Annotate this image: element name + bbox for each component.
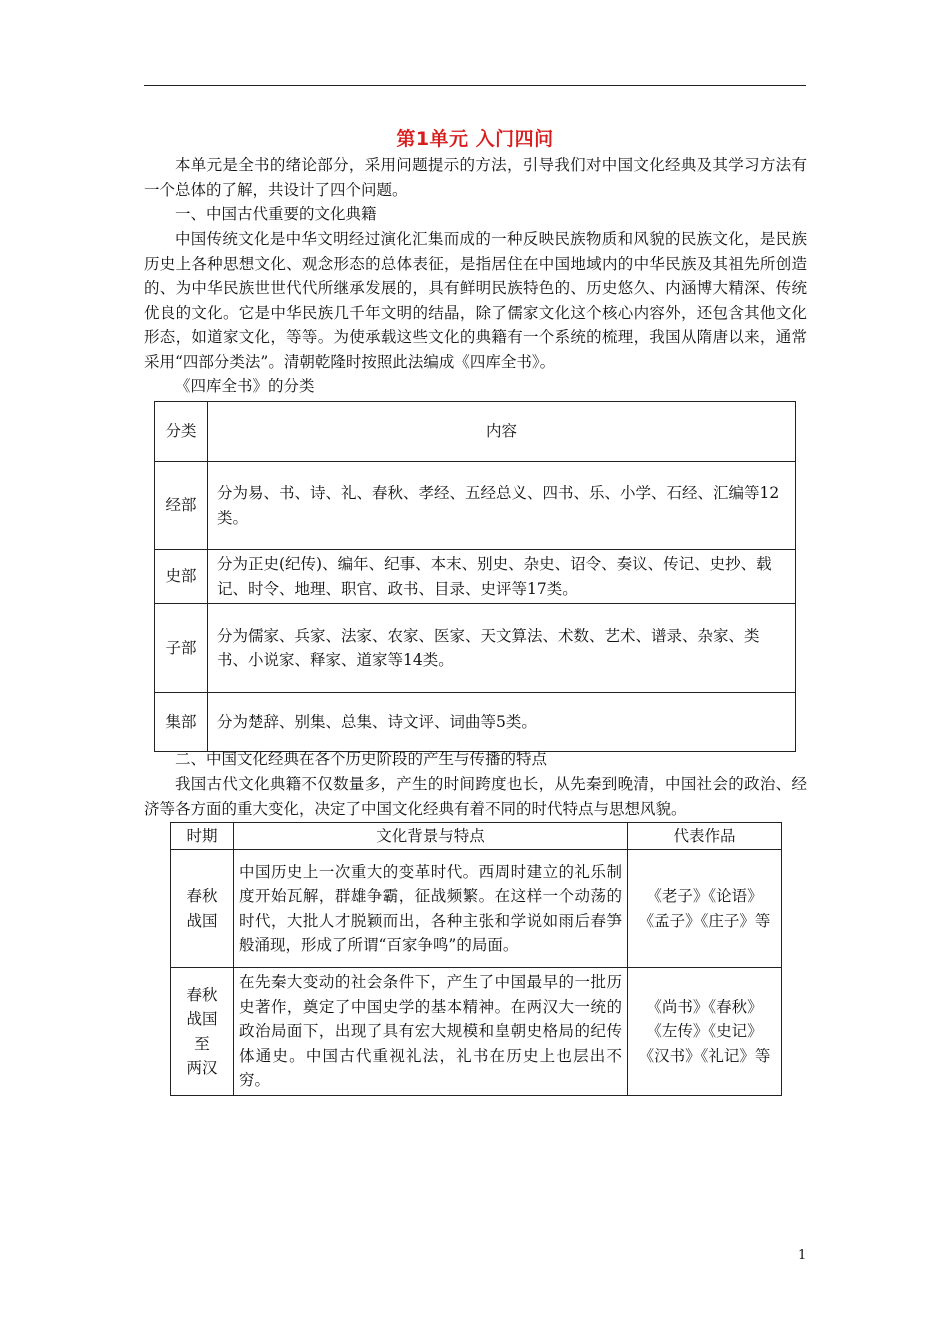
siku-classification-table <box>154 401 796 752</box>
works-line: 《左传》《史记》 <box>646 1022 763 1041</box>
table-header-row <box>171 823 782 850</box>
intro-paragraph: 本单元是全书的绪论部分，采用问题提示的方法，引导我们对中国文化经典及其学习方法有一个总体的了解，共设计了四个问题。 <box>144 156 807 199</box>
section2-body: 我国古代文化典籍不仅数量多，产生的时间跨度也长，从先秦到晚清，中国社会的政治、经济等各方面的重大变化，决定了中国文化经典有着不同的时代特点与思想风貌。 <box>144 775 807 818</box>
page-number: 1 <box>798 1248 807 1263</box>
period-cell <box>171 850 234 968</box>
works-line: 《汉书》《礼记》等 <box>638 1046 771 1065</box>
period-line: 春秋 <box>186 985 218 1004</box>
content-cell: 分为儒家、兵家、法家、农家、医家、天文算法、术数、艺术、谱录、杂家、类书、小说家、释家、道家等14类。 <box>208 604 796 693</box>
column-header-category: 分类 <box>155 402 208 462</box>
table-row <box>171 850 782 968</box>
section1-heading: 一、中国古代重要的文化典籍 <box>175 205 377 223</box>
table-row <box>171 968 782 1096</box>
category-cell: 经部 <box>155 462 208 550</box>
category-cell: 集部 <box>155 693 208 752</box>
content-cell: 分为正史(纪传)、编年、纪事、本末、别史、杂史、诏令、奏议、传记、史抄、载记、时令、地理、职官、政书、目录、史评等17类。 <box>208 550 796 604</box>
table-header-row <box>155 402 796 462</box>
works-line: 《孟子》《庄子》等 <box>638 911 771 930</box>
dynasty-classics-table <box>170 822 782 1096</box>
section2-heading: 二、中国文化经典在各个历史阶段的产生与传播的特点 <box>175 750 548 768</box>
works-line: 《尚书》《春秋》 <box>646 997 763 1016</box>
category-cell: 史部 <box>155 550 208 604</box>
column-header-background: 文化背景与特点 <box>234 823 628 850</box>
period-line: 战国 <box>186 911 218 930</box>
period-line: 春秋 <box>186 887 218 905</box>
table-row <box>155 462 796 550</box>
works-cell <box>628 850 782 968</box>
page-title: 第1单元 入门四问 <box>396 128 554 150</box>
header-rule <box>144 85 806 86</box>
column-header-works: 代表作品 <box>628 823 782 850</box>
table-row <box>155 604 796 693</box>
table1-caption: 《四库全书》的分类 <box>175 377 315 395</box>
background-cell: 在先秦大变动的社会条件下，产生了中国最早的一批历史著作，奠定了中国史学的基本精神。在两汉大一统的政治局面下，出现了具有宏大规模和皇朝史格局的纪传体通史。中国古代重视礼法，礼书在历史上也层出不穷。 <box>234 968 628 1096</box>
period-line: 两汉 <box>186 1059 218 1077</box>
content-cell: 分为楚辞、别集、总集、诗文评、词曲等5类。 <box>208 693 796 752</box>
period-cell <box>171 968 234 1096</box>
column-header-period: 时期 <box>171 823 234 850</box>
category-cell: 子部 <box>155 604 208 693</box>
works-line: 《老子》《论语》 <box>646 887 763 905</box>
column-header-content: 内容 <box>208 402 796 462</box>
section1-body: 中国传统文化是中华文明经过演化汇集而成的一种反映民族物质和风貌的民族文化，是民族历史上各种思想文化、观念形态的总体表征，是指居住在中国地域内的中华民族及其祖先所创造的、为中华民族世世代代所继承发展的，具有鲜明民族特色的、历史悠久、内涵博大精深、传统优良的文化。它是中华民族几千年文明的结晶，除了儒家文化这个核心内容外，还包含其他文化形态，如道家文化，等等。为使承载这些文化的典籍有一个系统的梳理，我国从隋唐以来，通常采用“四部分类法”。清朝乾隆时按照此法编成《四库全书》。 <box>144 230 807 371</box>
table-row <box>155 693 796 752</box>
works-cell <box>628 968 782 1096</box>
table-row <box>155 550 796 604</box>
background-cell: 中国历史上一次重大的变革时代。西周时建立的礼乐制度开始瓦解，群雄争霸，征战频繁。在这样一个动荡的时代，大批人才脱颖而出，各种主张和学说如雨后春笋般涌现，形成了所谓“百家争鸣”的局面。 <box>234 850 628 968</box>
period-line: 战国 <box>186 1010 218 1028</box>
period-line: 至 <box>194 1034 210 1053</box>
content-cell: 分为易、书、诗、礼、春秋、孝经、五经总义、四书、乐、小学、石经、汇编等12类。 <box>208 462 796 550</box>
